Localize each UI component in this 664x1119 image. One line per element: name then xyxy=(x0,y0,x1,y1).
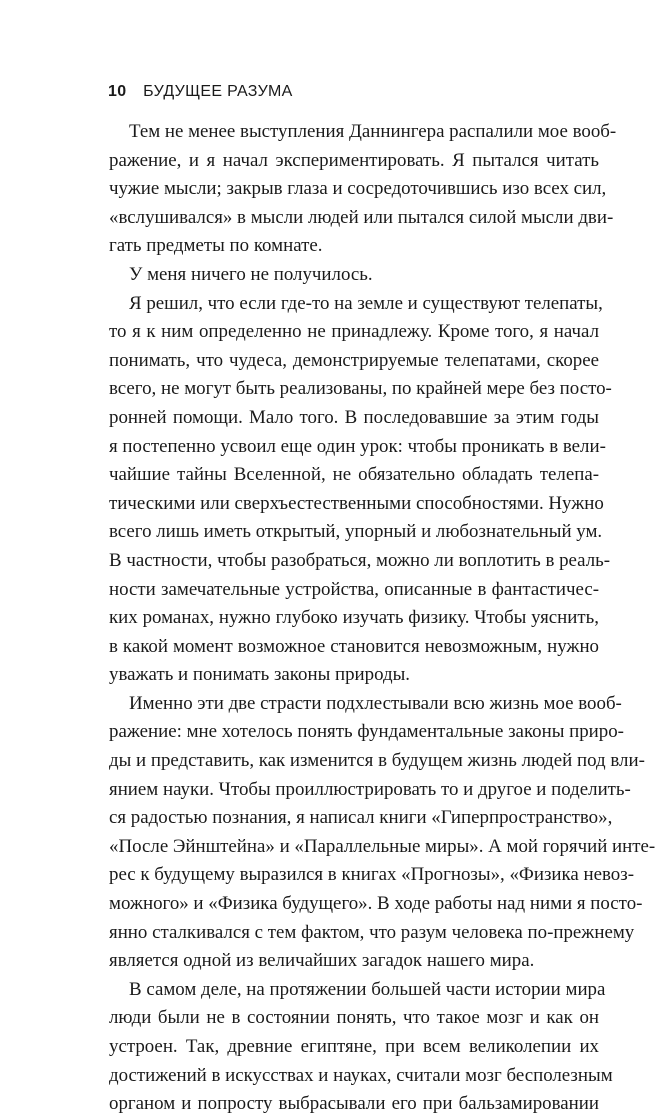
text-line: я постепенно усвоил еще один урок: чтобы проникать в вели- xyxy=(109,435,606,457)
text-line: В частности, чтобы разобраться, можно ли воплотить в реаль- xyxy=(109,549,611,571)
body-text xyxy=(109,118,656,1119)
text-line: У меня ничего не получилось. xyxy=(129,263,373,285)
paragraph xyxy=(109,118,617,261)
text-line: тическими или сверхъестественными способностями. Нужно xyxy=(109,492,604,514)
text-line: гать предметы по комнате. xyxy=(109,235,323,257)
text-line: то я к ним определенно не принадлежу. Кроме того, я начал xyxy=(109,321,599,343)
text-line: чужие мысли; закрыв глаза и сосредоточившись изо всех сил, xyxy=(109,178,607,200)
text-line: «После Эйнштейна» и «Параллельные миры». А мой горячий инте- xyxy=(109,835,656,857)
running-head xyxy=(108,83,293,101)
text-line: органом и попросту выбрасывали его при бальзамировании xyxy=(109,1093,599,1115)
text-line: понимать, что чудеса, демонстрируемые телепатами, скорее xyxy=(109,349,599,371)
text-line: Я решил, что если где-то на земле и существуют телепаты, xyxy=(129,292,603,314)
text-line: достижений в искусствах и науках, считали мозг бесполезным xyxy=(109,1064,613,1086)
text-line: ронней помощи. Мало того. В последовавшие за этим годы xyxy=(109,406,599,428)
paragraph xyxy=(109,261,599,290)
chapter-title: БУДУЩЕЕ РАЗУМА xyxy=(143,83,293,100)
text-line: янно сталкивался с тем фактом, что разум человека по-прежнему xyxy=(109,921,635,943)
text-line: янием науки. Чтобы проиллюстрировать то и другое и поделить- xyxy=(109,778,631,800)
text-line: ся радостью познания, я написал книги «Гиперпространство», xyxy=(109,807,613,829)
text-line: рес к будущему выразился в книгах «Прогнозы», «Физика невоз- xyxy=(109,864,634,886)
text-line: всего, не могут быть реализованы, по крайней мере без посто- xyxy=(109,378,612,400)
text-line: всего лишь иметь открытый, упорный и любознательный ум. xyxy=(109,521,603,543)
text-line: ражение, и я начал экспериментировать. Я пытался читать xyxy=(109,149,599,171)
text-line: ды и представить, как изменится в будущем жизнь людей под вли- xyxy=(109,750,645,772)
text-line: чайшие тайны Вселенной, не обязательно обладать телепа- xyxy=(109,464,599,486)
text-line: устроен. Так, древние египтяне, при всем великолепии их xyxy=(109,1036,599,1057)
paragraph xyxy=(109,976,613,1119)
text-line: Именно эти две страсти подхлестывали всю жизнь мое вооб- xyxy=(129,692,622,714)
paragraph xyxy=(109,690,656,976)
text-line: является одной из величайших загадок нашего мира. xyxy=(109,950,535,972)
text-line: ражение: мне хотелось понять фундаментальные законы приро- xyxy=(109,721,624,743)
text-line: В самом деле, на протяжении большей части истории мира xyxy=(129,978,606,1000)
text-line: ких романах, нужно глубоко изучать физику. Чтобы уяснить, xyxy=(109,607,599,629)
text-line: уважать и понимать законы природы. xyxy=(109,664,411,686)
page-number: 10 xyxy=(108,83,127,100)
text-line: люди были не в состоянии понять, что такое мозг и как он xyxy=(109,1007,599,1029)
text-line: в какой момент возможное становится невозможным, нужно xyxy=(109,635,599,657)
text-line: можного» и «Физика будущего». В ходе работы над ними я посто- xyxy=(109,893,643,915)
text-line: «вслушивался» в мысли людей или пытался силой мысли дви- xyxy=(109,206,614,228)
paragraph xyxy=(109,290,612,690)
text-line: ности замечательные устройства, описанные в фантастичес- xyxy=(109,578,599,600)
text-line: Тем не менее выступления Даннингера распалили мое вооб- xyxy=(129,121,617,142)
